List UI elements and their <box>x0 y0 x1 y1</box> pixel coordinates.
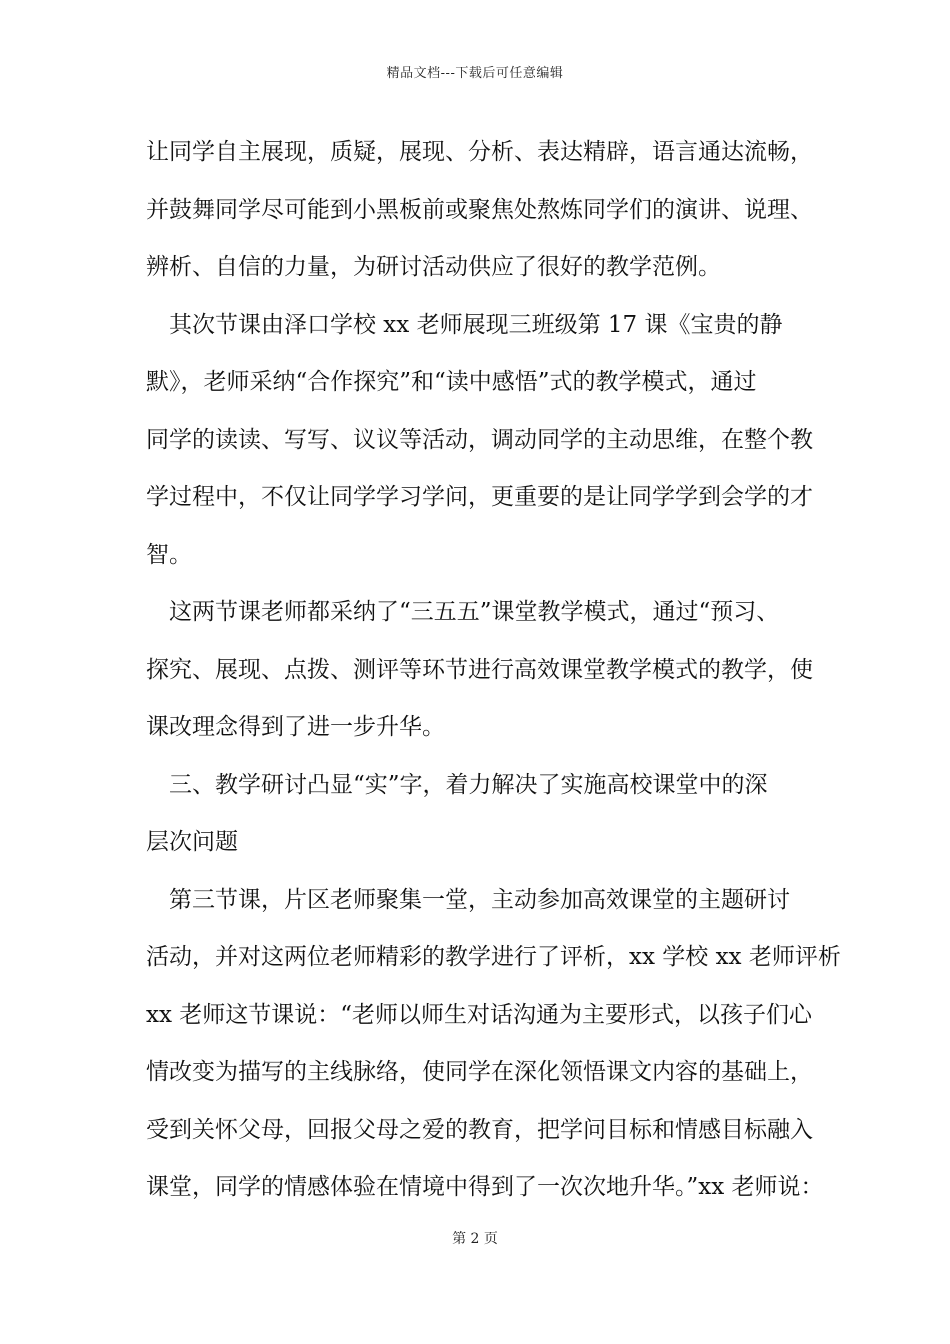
text-line: 这两节课老师都采纳了“三五五”课堂教学模式，通过“预习、 <box>146 599 780 625</box>
text-line: 层次问题 <box>146 829 238 855</box>
text-line: 情改变为描写的主线脉络，使同学在深化领悟课文内容的基础上， <box>146 1059 813 1085</box>
text-line: 智。 <box>146 541 192 568</box>
body-text <box>146 130 841 1223</box>
text-line: 探究、展现、点拨、测评等环节进行高效课堂教学模式的教学，使 <box>146 656 813 683</box>
text-line: 默》，老师采纳“合作探究”和“读中感悟”式的教学模式，通过 <box>146 369 757 395</box>
text-line: 让同学自主展现，质疑，展现、分析、表达精辟，语言通达流畅， <box>146 139 813 165</box>
text-line: 同学的读读、写写、议议等活动，调动同学的主动思维，在整个教 <box>146 426 813 453</box>
text-line: 并鼓舞同学尽可能到小黑板前或聚焦处熬炼同学们的演讲、说理、 <box>146 196 813 223</box>
text-line: 受到关怀父母，回报父母之爱的教育，把学问目标和情感目标融入 <box>146 1116 813 1143</box>
page-header: 精品文档---下载后可任意编辑 <box>386 66 564 81</box>
text-line: 活动，并对这两位老师精彩的教学进行了评析，xx 学校 xx 老师评析 <box>146 944 841 970</box>
text-line: 其次节课由泽口学校 xx 老师展现三班级第 17 课《宝贵的静 <box>146 311 783 338</box>
text-line: 三、教学研讨凸显“实”字，着力解决了实施高校课堂中的深 <box>146 771 768 798</box>
text-line: 第三节课，片区老师聚集一堂，主动参加高效课堂的主题研讨 <box>146 886 790 913</box>
text-line: 课改理念得到了进一步升华。 <box>146 714 445 740</box>
text-line: xx 老师这节课说：“老师以师生对话沟通为主要形式，以孩子们心 <box>146 1001 813 1028</box>
page-number: 第 2 页 <box>452 1231 498 1247</box>
text-line: 课堂，同学的情感体验在情境中得到了一次次地升华。”xx 老师说： <box>146 1174 824 1200</box>
text-line: 学过程中，不仅让同学学习学问，更重要的是让同学学到会学的才 <box>146 484 813 510</box>
text-line: 辨析、自信的力量，为研讨活动供应了很好的教学范例。 <box>146 254 721 280</box>
